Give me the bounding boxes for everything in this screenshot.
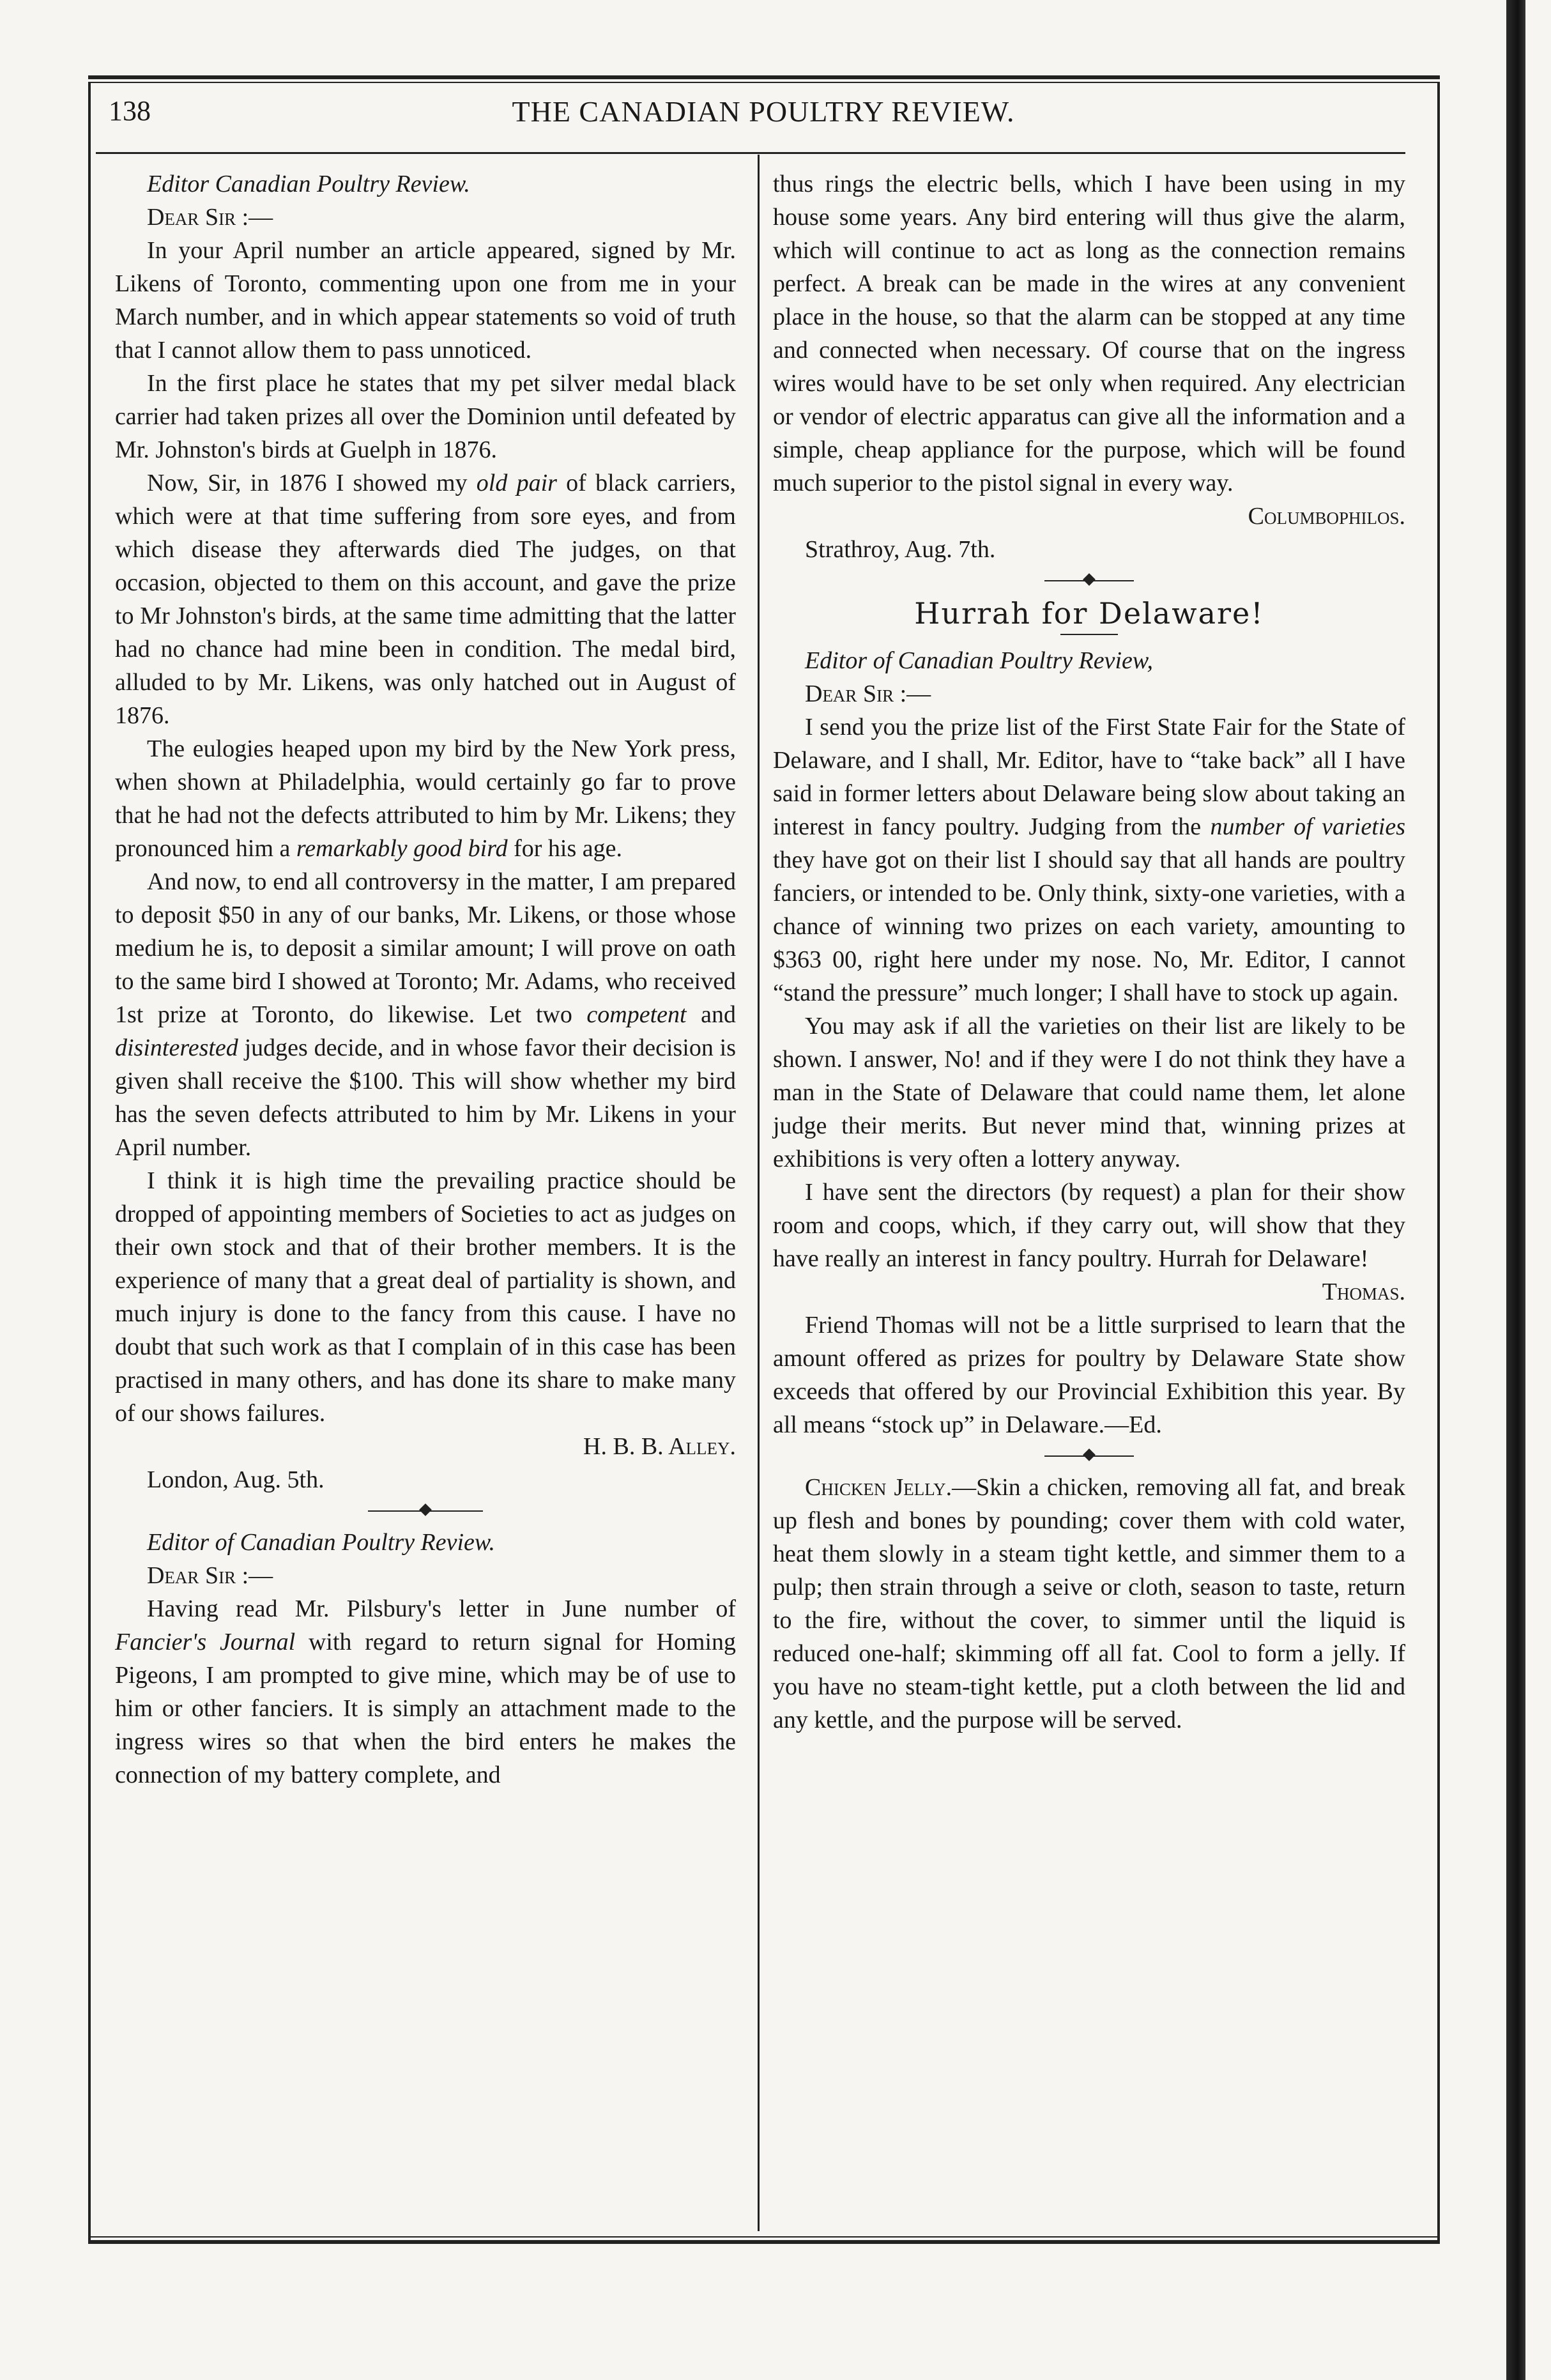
paragraph: In the first place he states that my pet silver medal black carrier had taken prizes all over the Dominion until defeated by Mr. Johnston's birds at Guelph in 1876.: [115, 370, 736, 463]
left-column: [115, 167, 736, 1792]
paragraph: In your April number an article appeared, signed by Mr. Likens of Toronto, commenting upon one from me in your March number, and in which appear statements so void of truth that I cannot allow them to pass unnoticed.: [115, 237, 736, 364]
page-edge-shadow: [1506, 0, 1525, 2380]
page-number: 138: [109, 95, 151, 127]
salutation: Dear Sir :—: [147, 204, 273, 231]
signature: Columbophilos.: [1248, 503, 1405, 530]
paragraph: Now, Sir, in 1876 I showed my old pair of black carriers, which were at that time suffering from sore eyes, and from which disease they afterwards died The judges, on that occasion, objected to them on this account, and gave the prize to Mr Johnston's birds, at the same time admitting that the latter had no chance had mine been in condition. The medal bird, alluded to by Mr. Likens, was only hatched out in August of 1876.: [115, 470, 737, 729]
letter-heading: Editor of Canadian Poultry Review,: [805, 647, 1153, 674]
paragraph: Having read Mr. Pilsbury's letter in June number of Fancier's Journal with regard to return signal for Homing Pigeons, I am prompted to give mine, which may be of use to him or other fanciers. It is simply an attachment made to the ingress wires so that when the bird enters he makes the connection of my battery complete, and: [115, 1595, 737, 1788]
title-rule: [1060, 634, 1118, 635]
bottom-border-rule: [88, 2236, 1440, 2244]
section-divider: [115, 1500, 736, 1522]
paragraph: thus rings the electric bells, which I have been using in my house some years. Any bird entering will thus give the alarm, which will continue to act as long as the connection remains perfect. A break can be made in the wires at any convenient place in the house, so that the alarm can be stopped at any time and connected when necessary. Of course that on the ingress wires would have to be set only when required. Any electrician or vendor of electric apparatus can give all the information and a simple, cheap appliance for the purpose, which will be found much superior to the pistol signal in every way.: [773, 171, 1405, 496]
right-column: [773, 167, 1405, 1737]
section-divider: [773, 1445, 1405, 1467]
page-header: [109, 95, 1418, 139]
paragraph: I have sent the directors (by request) a plan for their show room and coops, which, if they carry out, will show that they have really an interest in fancy poultry. Hurrah for Delaware!: [773, 1179, 1405, 1272]
paragraph: And now, to end all controversy in the matter, I am prepared to deposit $50 in any of our banks, Mr. Likens, or those whose medium he is, to deposit a similar amount; I will prove on oath to the same bird I showed at Toronto; Mr. Adams, who received 1st prize at Toronto, do likewise. Let two competent and disinterested judges decide, and in whose favor their decision is given shall receive the $100. This will show whether my bird has the seven defects attributed to him by Mr. Likens in your April number.: [115, 868, 736, 1161]
salutation: Dear Sir :—: [147, 1562, 273, 1589]
article-title: Hurrah for Delaware!: [914, 596, 1264, 631]
letter-heading: Editor Canadian Poultry Review.: [147, 171, 470, 197]
editor-note: Friend Thomas will not be a little surprised to learn that the amount offered as prizes for poultry by Delaware State show exceeds that offered by our Provincial Exhibition this year. By all means “stock up” in Delaware.—Ed.: [773, 1312, 1405, 1438]
paragraph: You may ask if all the varieties on their list are likely to be shown. I answer, No! and if they were I do not think they have a man in the State of Delaware that could name them, let alone judge their merits. But never mind that, winning prizes at exhibitions is very often a lottery anyway.: [773, 1013, 1405, 1172]
signature: H. B. B. Alley.: [583, 1433, 736, 1460]
paragraph: The eulogies heaped upon my bird by the New York press, when shown at Philadelphia, would certainly go far to prove that he had not the defects attributed to him by Mr. Likens; they pronounced him a remarkably good bird for his age.: [115, 735, 736, 862]
place-date: Strathroy, Aug. 7th.: [805, 536, 996, 563]
running-title: THE CANADIAN POULTRY REVIEW.: [512, 95, 1015, 128]
header-rule: [96, 152, 1405, 154]
section-divider: [773, 570, 1405, 592]
recipe-title: Chicken Jelly.: [805, 1474, 952, 1501]
salutation: Dear Sir :—: [805, 680, 931, 707]
paragraph: I think it is high time the prevailing practice should be dropped of appointing members of Societies to act as judges on their own stock and that of their brother members. It is the experience of many that a great deal of partiality is shown, and much injury is done to the fancy from this cause. I have no doubt that such work as that I complain of in this case has been practised in many others, and has done its share to make many of our shows failures.: [115, 1167, 736, 1427]
recipe: Chicken Jelly.—Skin a chicken, removing all fat, and break up flesh and bones by pounding; cover them with cold water, heat them slowly in a steam tight kettle, and simmer them to a pulp; then strain through a seive or cloth, season to taste, return to the fire, without the cover, to simmer until the liquid is reduced one-half; skimming off all fat. Cool to form a jelly. If you have no steam-tight kettle, put a cloth between the lid and any kettle, and the purpose will be served.: [773, 1474, 1405, 1733]
place-date: London, Aug. 5th.: [147, 1466, 325, 1493]
letter-heading: Editor of Canadian Poultry Review.: [147, 1529, 495, 1556]
paragraph: I send you the prize list of the First State Fair for the State of Delaware, and I shall, Mr. Editor, have to “take back” all I have said in former letters about Delaware being slow about taking an interest in fancy poultry. Judging from the number of varieties they have got on their list I should say that all hands are poultry fanciers, or intended to be. Only think, sixty-one varieties, with a chance of winning two prizes on each variety, amounting to $363 00, right here under my nose. No, Mr. Editor, I cannot “stand the pressure” much longer; I shall have to stock up again.: [773, 714, 1405, 1006]
signature: Thomas.: [1322, 1278, 1405, 1305]
column-divider: [758, 155, 760, 2231]
